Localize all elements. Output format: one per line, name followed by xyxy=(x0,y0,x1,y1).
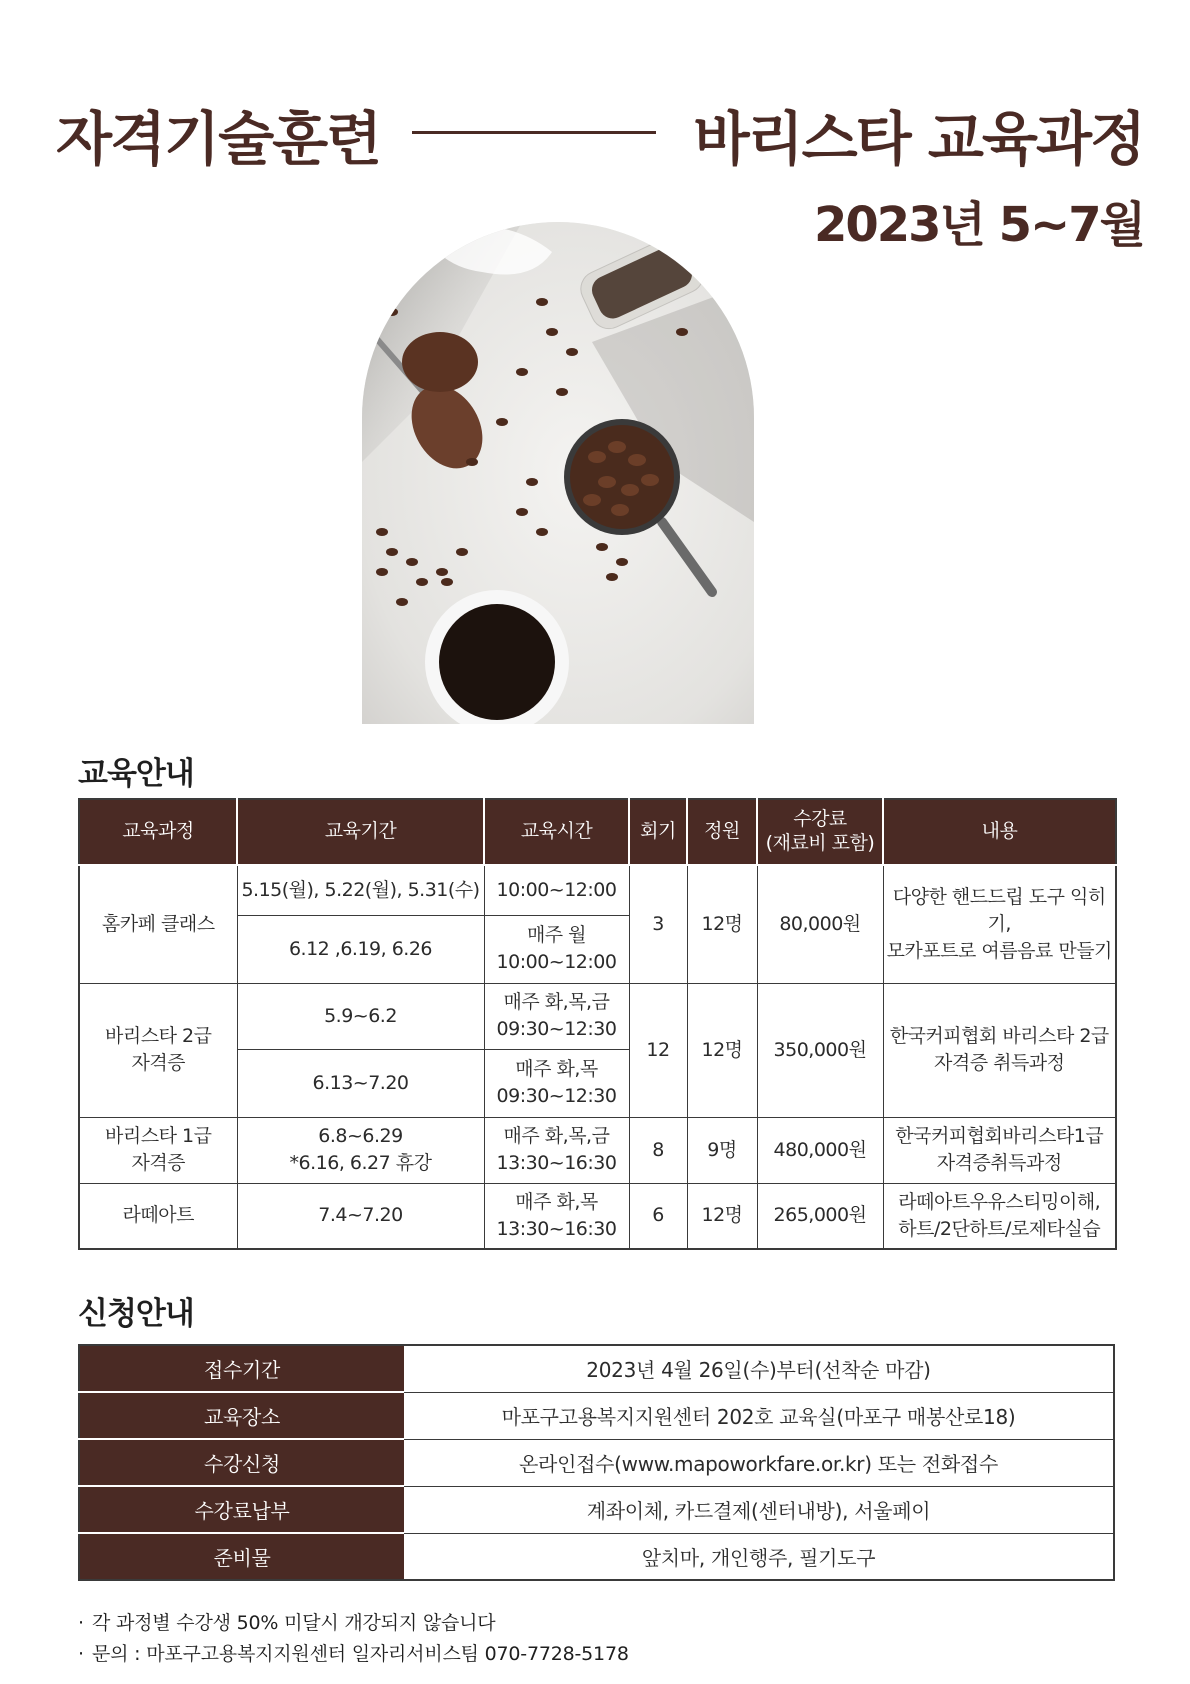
course-name: 바리스타 1급 자격증 xyxy=(79,1117,237,1183)
course-content: 한국커피협회 바리스타 2급 자격증 취득과정 xyxy=(883,983,1116,1117)
course-time: 매주 화,목 13:30~16:30 xyxy=(484,1183,629,1249)
col-header-fee: 수강료 (재료비 포함) xyxy=(757,799,883,865)
apply-label: 교육장소 xyxy=(79,1392,404,1439)
course-period: 5.9~6.2 xyxy=(237,983,484,1049)
course-sessions: 3 xyxy=(629,865,687,983)
course-fee: 80,000원 xyxy=(757,865,883,983)
course-time: 매주 월 10:00~12:00 xyxy=(484,915,629,983)
course-capacity: 12명 xyxy=(687,983,757,1117)
course-sessions: 6 xyxy=(629,1183,687,1249)
course-content: 다양한 핸드드립 도구 익히기, 모카포트로 여름음료 만들기 xyxy=(883,865,1116,983)
apply-label: 접수기간 xyxy=(79,1345,404,1392)
apply-value: 계좌이체, 카드결제(센터내방), 서울페이 xyxy=(404,1486,1114,1533)
apply-value: 마포구고용복지지원센터 202호 교육실(마포구 매봉산로18) xyxy=(404,1392,1114,1439)
course-fee: 480,000원 xyxy=(757,1117,883,1183)
course-period: 7.4~7.20 xyxy=(237,1183,484,1249)
course-time: 매주 화,목 09:30~12:30 xyxy=(484,1049,629,1117)
course-section-title: 교육안내 xyxy=(78,756,194,792)
col-header-period: 교육기간 xyxy=(237,799,484,865)
table-row xyxy=(79,1439,1114,1486)
course-sessions: 12 xyxy=(629,983,687,1117)
course-fee: 265,000원 xyxy=(757,1183,883,1249)
table-row xyxy=(79,1533,1114,1580)
course-period: 5.15(월), 5.22(월), 5.31(수) xyxy=(237,865,484,915)
title-left: 자격기술훈련 xyxy=(56,105,381,173)
course-content: 한국커피협회바리스타1급 자격증취득과정 xyxy=(883,1117,1116,1183)
course-content: 라떼아트우유스티밍이해, 하트/2단하트/로제타실습 xyxy=(883,1183,1116,1249)
list-item: · 각 과정별 수강생 50% 미달시 개강되지 않습니다 xyxy=(78,1612,496,1634)
col-header-course: 교육과정 xyxy=(79,799,237,865)
course-capacity: 12명 xyxy=(687,1183,757,1249)
footer-notes xyxy=(78,1608,629,1670)
course-period: 6.12 ,6.19, 6.26 xyxy=(237,915,484,983)
course-period: 6.13~7.20 xyxy=(237,1049,484,1117)
apply-value: 2023년 4월 26일(수)부터(선착순 마감) xyxy=(404,1345,1114,1392)
col-header-content: 내용 xyxy=(883,799,1116,865)
table-row xyxy=(79,1392,1114,1439)
apply-label: 준비물 xyxy=(79,1533,404,1580)
course-name: 바리스타 2급 자격증 xyxy=(79,983,237,1117)
title-right: 바리스타 교육과정 xyxy=(693,105,1144,173)
apply-value: 온라인접수(www.mapoworkfare.or.kr) 또는 전화접수 xyxy=(404,1439,1114,1486)
note-text: 문의 : 마포구고용복지지원센터 일자리서비스팀 070-7728-5178 xyxy=(92,1643,629,1665)
subtitle-date: 2023년 5~7월 xyxy=(813,197,1144,253)
title-divider-line xyxy=(412,131,656,134)
apply-value: 앞치마, 개인행주, 필기도구 xyxy=(641,1545,876,1570)
course-capacity: 9명 xyxy=(687,1117,757,1183)
course-fee: 350,000원 xyxy=(757,983,883,1117)
course-period: 6.8~6.29 *6.16, 6.27 휴강 xyxy=(237,1117,484,1183)
note-text: 각 과정별 수강생 50% 미달시 개강되지 않습니다 xyxy=(92,1612,496,1634)
course-time: 10:00~12:00 xyxy=(484,865,629,915)
apply-section-title: 신청안내 xyxy=(78,1296,194,1332)
course-name: 라떼아트 xyxy=(79,1183,237,1249)
apply-table xyxy=(78,1344,1115,1581)
apply-label: 수강신청 xyxy=(79,1439,404,1486)
list-item: · 문의 : 마포구고용복지지원센터 일자리서비스팀 070-7728-5178 xyxy=(78,1643,629,1665)
course-capacity: 12명 xyxy=(687,865,757,983)
apply-label: 수강료납부 xyxy=(79,1486,404,1533)
course-time: 매주 화,목,금 13:30~16:30 xyxy=(484,1117,629,1183)
course-name: 홈카페 클래스 xyxy=(79,865,237,983)
course-sessions: 8 xyxy=(629,1117,687,1183)
course-time: 매주 화,목,금 09:30~12:30 xyxy=(484,983,629,1049)
col-header-capacity: 정원 xyxy=(687,799,757,865)
table-row xyxy=(79,1486,1114,1533)
coffee-photo xyxy=(362,222,754,724)
col-header-time: 교육시간 xyxy=(484,799,629,865)
course-table xyxy=(78,798,1117,1250)
coffee-beans-photo-icon xyxy=(362,222,754,724)
table-row xyxy=(79,1345,1114,1392)
col-header-sessions: 회기 xyxy=(629,799,687,865)
